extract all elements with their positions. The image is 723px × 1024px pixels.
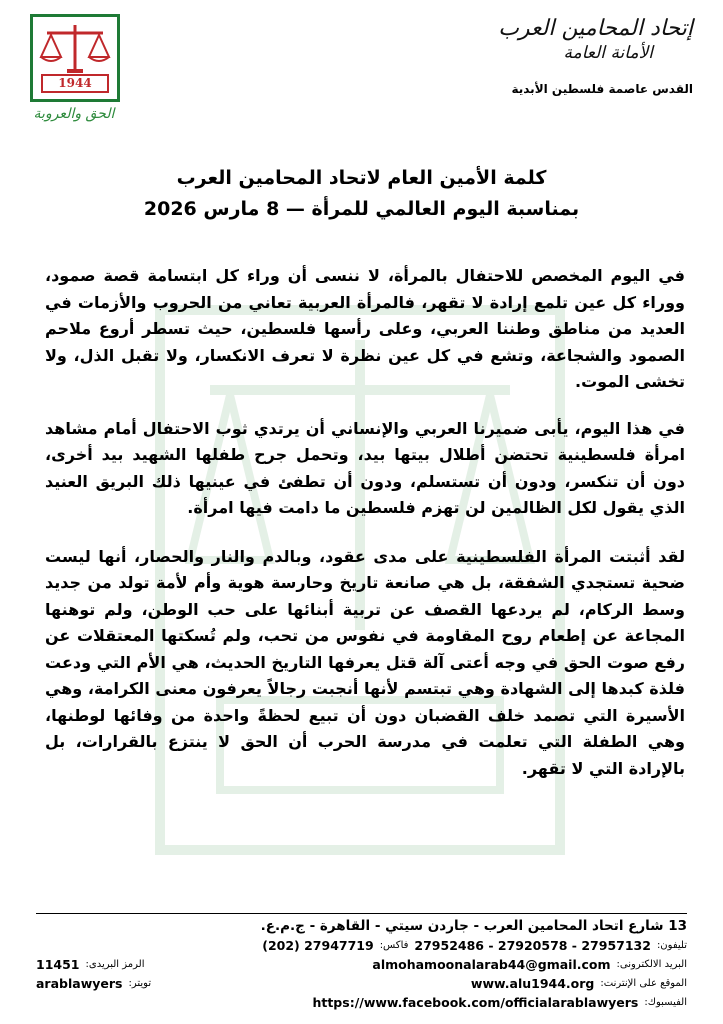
- email-link[interactable]: almohamoonalarab44@gmail.com: [372, 957, 611, 972]
- footer-phone-row: [36, 936, 687, 955]
- footer-address-row: [36, 917, 687, 936]
- paragraph: لقد أثبتت المرأة الفلسطينية على مدى عقود، وبالدم والنار والحصار، أنها ليست ضحية تستجدي الشفقة، بل هي صانعة تاريخ وحارسة هوية وأم لأمة تولد من جديد وسط الركام، لم يردعها القصف عن تربية أبنائها على حب الوطن، ولم توهنها المجاعة عن إطعام روح المقاومة في نفوس من تحب، ولم تُسكتها المعتقلات عن رفع صوت الحق في وجه أعتى آلة قتل يعرفها التاريخ الحديث، هي الأم التي ودعت فلذة كبدها إلى الشهادة وهي تبتسم لأنها أنجبت رجالاً يعرفون معنى الكرامة، وهي الأسيرة التي تصمد خلف القضبان دون أن تبيع لحظةً واحدة من وفائها لوطنها، وهي الطفلة التي تعلمت في مدرسة الحرب أن الحق لا ينتزع بالقرارات، بل بالإرادة التي لا تقهر.: [45, 546, 685, 778]
- facebook-label: الفيسبوك:: [644, 997, 687, 1008]
- twitter-handle[interactable]: arablawyers: [36, 976, 123, 991]
- footer-email-row: [36, 955, 687, 974]
- document-body: [45, 263, 685, 782]
- document-title: [0, 163, 723, 225]
- postal-code: 11451: [36, 957, 80, 972]
- org-name: إتحاد المحامين العرب: [498, 16, 693, 41]
- phone-numbers: 27952486 - 27920578 - 27957132: [414, 938, 651, 953]
- org-subtitle: الأمانة العامة: [563, 43, 653, 63]
- paragraph: في هذا اليوم، يأبى ضميرنا العربي والإنساني أن يرتدي ثوب الاحتفال أمام مشاهد امرأة فلسطينية تحتضن أطلال بيتها بيد، وتحمل جرح طفلها الشهيد بيد أخرى، دون أن تنكسر، ودون أن تستسلم، ودون أن تطفئ في عينيها ذلك البريق العنيد الذي يقول لكل الظالمين لن تهزم فلسطين ما دامت فيها امرأة.: [45, 418, 685, 517]
- letterhead: [453, 16, 693, 96]
- facebook-link[interactable]: https://www.facebook.com/officialarablawyers: [312, 995, 639, 1010]
- scales-of-justice-icon: [33, 19, 117, 77]
- footer-web-row: [36, 974, 687, 993]
- email-label: البريد الالكترونى:: [616, 959, 687, 970]
- footer-contact: [36, 917, 687, 1012]
- logo-year: 1944: [41, 74, 109, 93]
- fax-label: فاكس:: [379, 940, 409, 951]
- footer-divider: [36, 913, 687, 914]
- twitter-label: تويتر:: [128, 978, 152, 989]
- paragraph: في اليوم المخصص للاحتفال بالمرأة، لا ننسى أن وراء كل ابتسامة قصة صمود، ووراء كل عين تلمع إرادة لا تقهر، فالمرأة العربية تعاني من الحروب والأزمات في العديد من مناطق وطننا العربي، وعلى رأسها فلسطين، حيث تسطر أروع ملاحم الصمود والشجاعة، وتشع في كل عين نظرة لا تعرف الانكسار، ولا تقبل الذل، ولا تخشى الموت.: [45, 266, 685, 391]
- org-slogan: القدس عاصمة فلسطين الأبدية: [511, 82, 693, 96]
- website-label: الموقع على الإنترنت:: [600, 978, 687, 989]
- org-logo: [28, 14, 120, 134]
- title-line-1: كلمة الأمين العام لاتحاد المحامين العرب: [176, 167, 547, 189]
- website-link[interactable]: www.alu1944.org: [470, 976, 595, 991]
- fax-number: (202) 27947719: [262, 938, 374, 953]
- phone-label: تليفون:: [656, 940, 687, 951]
- title-line-2: بمناسبة اليوم العالمي للمرأة — 8 مارس 2026: [143, 198, 580, 220]
- footer-address: 13 شارع اتحاد المحامين العرب - جاردن سيتي - القاهرة - ج.م.ع.: [260, 918, 687, 934]
- postal-label: الرمز البريدى:: [85, 959, 145, 970]
- footer-facebook-row: [36, 993, 687, 1012]
- logo-motto: الحق والعروبة: [33, 106, 115, 122]
- logo-emblem: [30, 14, 120, 102]
